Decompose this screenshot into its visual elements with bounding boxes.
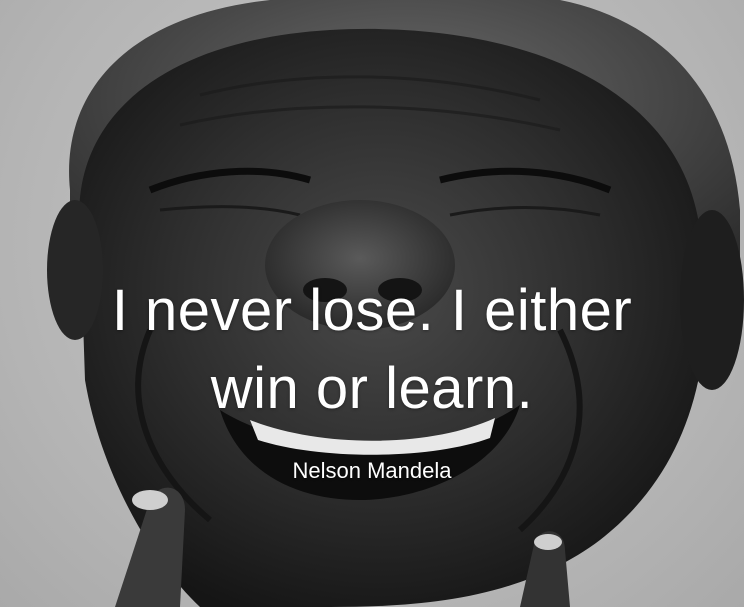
quote-line-2: win or learn. <box>210 356 534 421</box>
quote-line-1: I never lose. I either <box>111 278 633 343</box>
quote-author: Nelson Mandela <box>292 458 452 483</box>
